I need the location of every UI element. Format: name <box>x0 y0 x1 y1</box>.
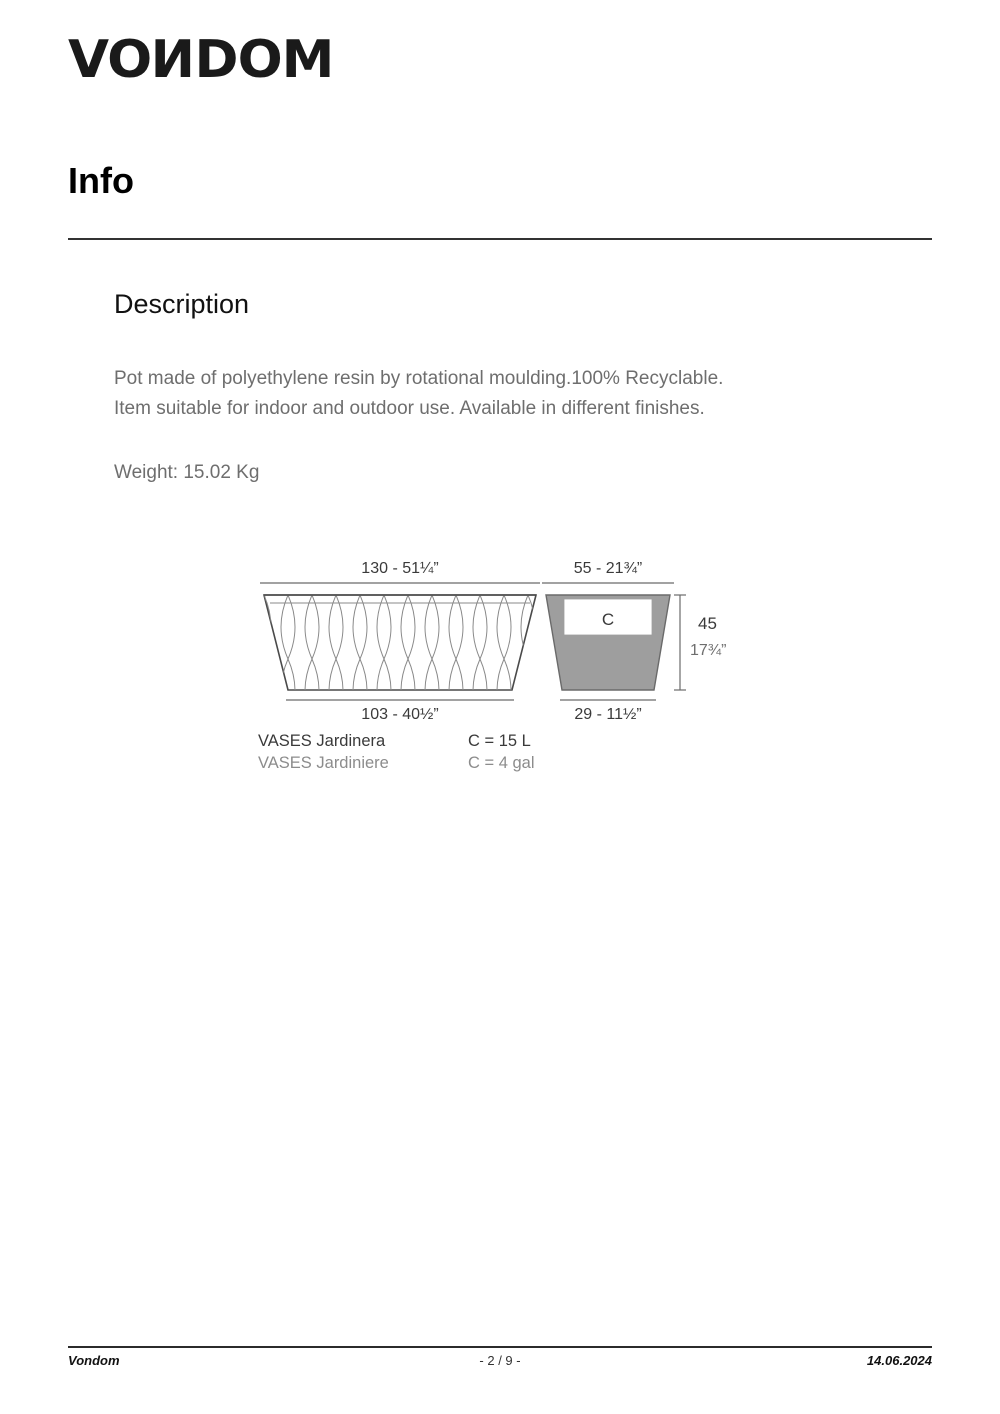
dimension-height <box>674 595 726 690</box>
footer-page-number: - 2 / 9 - <box>479 1353 521 1368</box>
dimension-side-bottom-width <box>560 700 656 723</box>
description-line-2: Item suitable for indoor and outdoor use. Available in different finishes. <box>114 398 705 419</box>
legend-row-fr <box>258 752 678 774</box>
legend-value-gallons: C = 4 gal <box>468 754 535 772</box>
dimension-top-width <box>260 560 540 583</box>
description-line-1: Pot made of polyethylene resin by rotational moulding.100% Recyclable. <box>114 368 724 389</box>
logo-text-part1: VO <box>68 30 152 90</box>
dimension-bottom-width <box>286 700 514 723</box>
title-divider <box>68 238 932 240</box>
logo-text-flipped-n: N <box>151 30 195 90</box>
footer-divider <box>68 1346 932 1348</box>
capacity-marker-label: C <box>601 610 615 629</box>
footer-brand: Vondom <box>68 1353 120 1368</box>
drawing-legend <box>258 730 678 774</box>
vondom-logo <box>68 30 334 90</box>
svg-text:55 - 21¾”: 55 - 21¾” <box>573 560 643 577</box>
legend-name-es: VASES Jardinera <box>258 732 386 750</box>
pot-front-view <box>257 595 552 723</box>
svg-text:103 - 40½”: 103 - 40½” <box>361 706 439 723</box>
legend-value-liters: C = 15 L <box>468 732 531 750</box>
legend-name-fr: VASES Jardiniere <box>258 754 389 772</box>
section-heading-description: Description <box>114 289 250 319</box>
logo-text-part2: DOM <box>194 30 334 90</box>
page-title: Info <box>68 160 134 201</box>
weight-text: Weight: 15.02 Kg <box>114 462 260 483</box>
svg-text:17¾”: 17¾” <box>690 642 727 659</box>
legend-row-es <box>258 730 678 752</box>
dimension-side-top-width <box>542 560 674 583</box>
svg-text:29 - 11½”: 29 - 11½” <box>574 706 642 723</box>
description-text <box>114 364 874 424</box>
pot-side-view <box>546 595 670 690</box>
svg-text:130 - 51¼”: 130 - 51¼” <box>361 560 439 577</box>
svg-text:45: 45 <box>698 614 717 633</box>
footer-date: 14.06.2024 <box>866 1353 932 1368</box>
